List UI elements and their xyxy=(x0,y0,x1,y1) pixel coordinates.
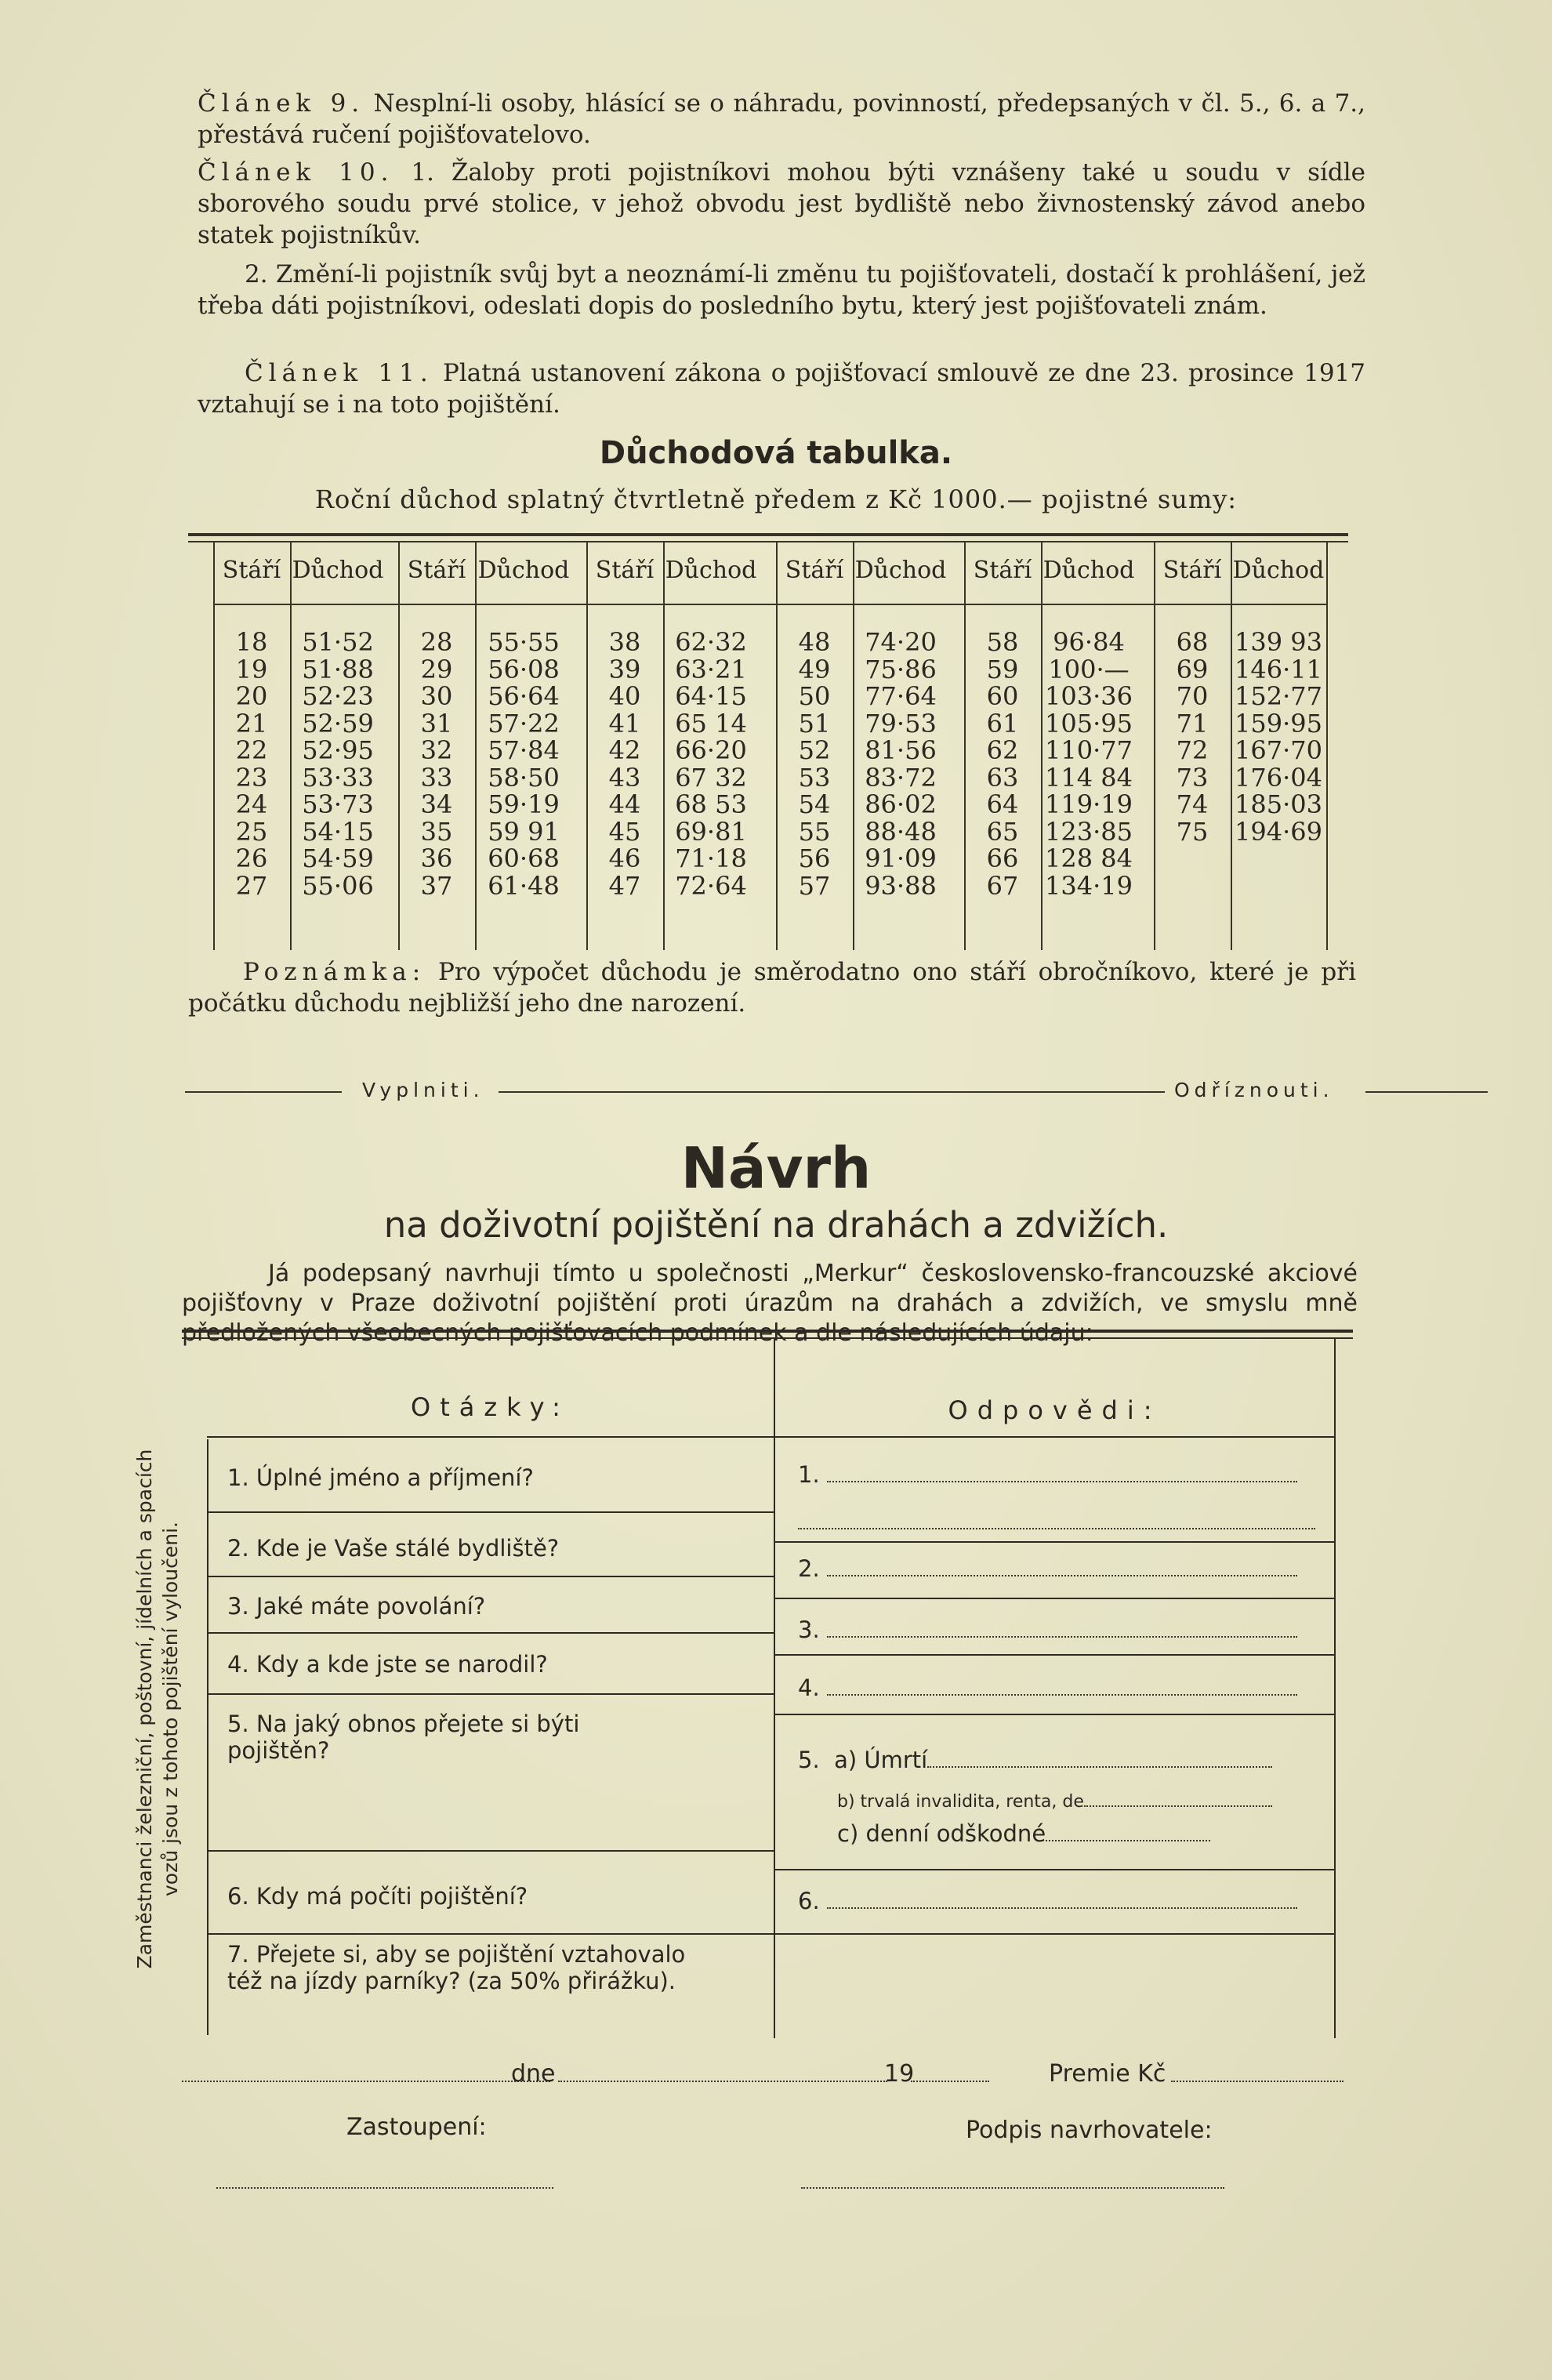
question-2: 2. Kde je Vaše stálé bydliště? xyxy=(227,1535,560,1562)
annuity-cell: 53·33 xyxy=(302,762,374,793)
age-cell: 49 xyxy=(798,654,831,684)
age-cell: 63 xyxy=(986,762,1019,793)
annuity-table xyxy=(188,525,1348,949)
fill-in-label: Vyplniti. xyxy=(362,1079,484,1101)
cut-line xyxy=(185,1076,1356,1107)
age-cell: 57 xyxy=(798,870,831,901)
question-separator xyxy=(207,1511,774,1513)
question-separator xyxy=(207,1576,774,1577)
age-cell: 74 xyxy=(1176,789,1209,819)
annuity-cell: 152·77 xyxy=(1235,681,1322,711)
age-cell: 51 xyxy=(798,708,831,738)
age-cell: 71 xyxy=(1176,708,1209,738)
age-cell: 27 xyxy=(235,870,268,901)
annuity-cell: 77·64 xyxy=(865,681,937,711)
annuity-cell: 119·19 xyxy=(1045,789,1133,819)
application-form-table xyxy=(182,1330,1353,2038)
age-cell: 43 xyxy=(608,762,641,793)
annuity-cell: 81·56 xyxy=(865,735,937,765)
answer-4-field[interactable] xyxy=(798,1674,1315,1701)
age-cell: 34 xyxy=(420,789,453,819)
annuity-column xyxy=(1041,629,1137,899)
annuity-cell: 68 53 xyxy=(675,789,747,819)
age-cell: 66 xyxy=(986,844,1019,873)
form-left-border xyxy=(207,1439,209,2035)
age-cell: 29 xyxy=(420,654,453,684)
question-1: 1. Úplné jméno a příjmení? xyxy=(227,1464,534,1491)
form-title: Návrh xyxy=(680,1135,872,1201)
age-cell: 26 xyxy=(235,844,268,873)
answer-3-label: 3. xyxy=(798,1616,820,1643)
representation-label: Zastoupení: xyxy=(346,2113,487,2141)
signature-dotted-line[interactable] xyxy=(801,2187,1224,2189)
annuity-cell: 57·22 xyxy=(488,708,560,738)
date-dne-label: dne xyxy=(511,2060,556,2088)
annuity-cell: 88·48 xyxy=(865,816,937,847)
age-column xyxy=(1154,629,1231,845)
table-header-age: Stáří xyxy=(407,557,466,584)
age-cell: 38 xyxy=(608,627,641,657)
age-cell: 60 xyxy=(986,681,1019,711)
annuity-cell: 59 91 xyxy=(488,816,560,847)
annuity-cell: 51·52 xyxy=(302,627,374,657)
age-cell: 46 xyxy=(608,844,641,873)
annuity-cell: 55·06 xyxy=(302,870,374,901)
annuity-cell: 96·84 xyxy=(1053,627,1125,657)
age-cell: 72 xyxy=(1176,735,1209,765)
annuity-cell: 66·20 xyxy=(675,735,747,765)
article-11-text: Platná ustanovení zákona o pojišťovací smlouvě ze dne 23. prosince 1917 vztahují se i na toto pojištění. xyxy=(198,359,1365,419)
premium-label: Premie Kč xyxy=(1049,2060,1166,2088)
answer-separator xyxy=(775,1714,1334,1715)
age-column xyxy=(398,629,475,899)
table-top-rule xyxy=(188,533,1348,536)
annuity-column xyxy=(475,629,572,899)
table-header-annuity: Důchod xyxy=(292,557,384,584)
table-header-age: Stáří xyxy=(222,557,281,584)
age-cell: 70 xyxy=(1176,681,1209,711)
cut-off-label: Odříznouti. xyxy=(1174,1079,1334,1101)
age-cell: 35 xyxy=(420,816,453,847)
table-top-rule-thin xyxy=(188,541,1348,542)
annuity-cell: 67 32 xyxy=(675,762,747,793)
annuity-column xyxy=(290,629,386,899)
annuity-cell: 55·55 xyxy=(488,627,560,657)
answer-2-field[interactable] xyxy=(798,1555,1315,1582)
article-10 xyxy=(198,157,1365,251)
age-cell: 44 xyxy=(608,789,641,819)
note-label: Poznámka: xyxy=(243,958,426,986)
age-cell: 23 xyxy=(235,762,268,793)
annuity-cell: 167·70 xyxy=(1235,735,1322,765)
article-9 xyxy=(198,88,1365,151)
annuity-cell: 56·64 xyxy=(488,681,560,711)
age-cell: 24 xyxy=(235,789,268,819)
answer-4-label: 4. xyxy=(798,1674,820,1701)
article-11-label: Článek 11. xyxy=(245,359,433,387)
answer-separator xyxy=(775,1598,1334,1599)
annuity-cell: 100·— xyxy=(1048,654,1130,684)
answer-1-dotted-line xyxy=(827,1464,1297,1482)
annuity-cell: 57·84 xyxy=(488,735,560,765)
signature-label: Podpis navrhovatele: xyxy=(966,2117,1213,2144)
age-column xyxy=(776,629,853,899)
annuity-cell: 110·77 xyxy=(1045,735,1133,765)
age-cell: 47 xyxy=(608,870,641,901)
article-10-label: Článek 10. xyxy=(198,158,394,187)
age-cell: 62 xyxy=(986,735,1019,765)
age-cell: 25 xyxy=(235,816,268,847)
age-cell: 22 xyxy=(235,735,268,765)
annuity-cell: 60·68 xyxy=(488,844,560,873)
age-cell: 56 xyxy=(798,844,831,873)
cut-line-segment xyxy=(1365,1091,1488,1093)
age-cell: 42 xyxy=(608,735,641,765)
annuity-cell: 62·32 xyxy=(675,627,747,657)
annuity-column xyxy=(853,629,948,899)
age-cell: 58 xyxy=(986,627,1019,657)
annuity-cell: 51·88 xyxy=(302,654,374,684)
annuity-cell: 159·95 xyxy=(1235,708,1322,738)
answer-5b-dotted-line xyxy=(1084,1793,1272,1807)
table-header-annuity: Důchod xyxy=(1232,557,1325,584)
age-cell: 21 xyxy=(235,708,268,738)
annuity-cell: 75·86 xyxy=(865,654,937,684)
annuity-cell: 93·88 xyxy=(865,870,937,901)
article-11 xyxy=(198,357,1365,420)
question-7: 7. Přejete si, aby se pojištění vztahovalo též na jízdy parníky? (za 50% přirážku). xyxy=(227,1941,686,1994)
answer-separator xyxy=(775,1541,1334,1543)
table-header-age: Stáří xyxy=(785,557,844,584)
answer-6-label: 6. xyxy=(798,1888,820,1914)
age-cell: 45 xyxy=(608,816,641,847)
age-cell: 32 xyxy=(420,735,453,765)
question-3: 3. Jaké máte povolání? xyxy=(227,1593,486,1620)
article-9-text: Nesplní-li osoby, hlásící se o náhradu, povinností, předepsaných v čl. 5., 6. a 7., přestává ručení pojišťovatelovo. xyxy=(198,89,1365,149)
age-cell: 28 xyxy=(420,627,453,657)
annuity-cell: 83·72 xyxy=(865,762,937,793)
year-dotted-line[interactable] xyxy=(911,2081,989,2082)
annuity-cell: 72·64 xyxy=(675,870,747,901)
annuity-cell: 52·23 xyxy=(302,681,374,711)
annuity-cell: 185·03 xyxy=(1235,789,1322,819)
age-cell: 67 xyxy=(986,870,1019,901)
answer-5a-dotted-line xyxy=(927,1749,1272,1768)
annuity-cell: 128 84 xyxy=(1045,844,1133,873)
answer-5c-label: c) denní odškodné xyxy=(837,1820,1046,1847)
question-separator xyxy=(207,1693,774,1695)
date-dotted-line[interactable] xyxy=(558,2081,887,2082)
age-cell: 39 xyxy=(608,654,641,684)
age-cell: 64 xyxy=(986,789,1019,819)
annuity-cell: 74·20 xyxy=(865,627,937,657)
annuity-cell: 103·36 xyxy=(1045,681,1133,711)
annuity-cell: 54·15 xyxy=(302,816,374,847)
note-text: Pro výpočet důchodu je směrodatno ono stáří obročníkovo, které je při počátku důchodu nejbližší jeho dne narození. xyxy=(188,958,1356,1018)
answer-6-field[interactable] xyxy=(798,1888,1315,1914)
age-cell: 53 xyxy=(798,762,831,793)
age-cell: 59 xyxy=(986,654,1019,684)
form-header-rule xyxy=(207,1436,1336,1438)
age-cell: 61 xyxy=(986,708,1019,738)
answers-header: Odpovědi: xyxy=(948,1395,1162,1425)
annuity-cell: 71·18 xyxy=(675,844,747,873)
article-10-paragraph-2-text: 2. Změní-li pojistník svůj byt a neoznámí-li změnu tu pojišťovateli, dostačí k prohlášení, jež třeba dáti pojistníkovi, odeslati dopis do posledního bytu, který jest pojišťovateli znám. xyxy=(198,260,1365,320)
age-cell: 20 xyxy=(235,681,268,711)
age-cell: 40 xyxy=(608,681,641,711)
question-separator xyxy=(207,1632,774,1634)
question-separator xyxy=(207,1933,774,1935)
answer-4-dotted-line xyxy=(827,1677,1297,1696)
annuity-column xyxy=(663,629,759,899)
question-6: 6. Kdy má počíti pojištění? xyxy=(227,1883,528,1910)
questions-header: Otázky: xyxy=(411,1392,570,1422)
article-10-paragraph-2 xyxy=(198,259,1365,321)
age-cell: 52 xyxy=(798,735,831,765)
age-cell: 50 xyxy=(798,681,831,711)
cut-line-segment xyxy=(185,1091,342,1093)
annuity-cell: 105·95 xyxy=(1045,708,1133,738)
annuity-cell: 69·81 xyxy=(675,816,747,847)
answer-separator xyxy=(775,1869,1334,1870)
age-cell: 30 xyxy=(420,681,453,711)
form-intro-text: Já podepsaný navrhuji tímto u společnosti „Merkur“ československo-francouzské akciové pojišťovny v Praze doživotní pojištění proti úrazům na drahách a zdvižích, ve smyslu mně předložených všeobecných pojišťovacích podmínek a dle následujících údaju: xyxy=(182,1260,1358,1347)
annuity-cell: 139 93 xyxy=(1235,627,1322,657)
age-cell: 69 xyxy=(1176,654,1209,684)
answer-5a-field[interactable] xyxy=(798,1747,1315,1773)
annuity-cell: 52·59 xyxy=(302,708,374,738)
annuity-cell: 123·85 xyxy=(1045,816,1133,847)
answer-1-label: 1. xyxy=(798,1461,820,1488)
table-header-annuity: Důchod xyxy=(665,557,757,584)
age-cell: 54 xyxy=(798,789,831,819)
question-5: 5. Na jaký obnos přejete si býti pojištěn? xyxy=(227,1711,580,1764)
age-column xyxy=(964,629,1041,899)
answer-3-field[interactable] xyxy=(798,1616,1315,1643)
question-separator xyxy=(207,1850,774,1852)
table-header-age: Stáří xyxy=(1162,557,1222,584)
answer-separator xyxy=(775,1654,1334,1656)
annuity-cell: 64·15 xyxy=(675,681,747,711)
cut-line-segment xyxy=(499,1091,1165,1093)
age-cell: 36 xyxy=(420,844,453,873)
age-cell: 68 xyxy=(1176,627,1209,657)
form-subtitle: na doživotní pojištění na drahách a zdvižích. xyxy=(383,1204,1169,1246)
table-column-rule xyxy=(1326,542,1328,950)
form-top-rule xyxy=(182,1330,1353,1333)
annuity-cell: 58·50 xyxy=(488,762,560,793)
answer-6-dotted-line xyxy=(827,1890,1297,1909)
annuity-column xyxy=(1231,629,1326,845)
annuity-cell: 194·69 xyxy=(1235,816,1322,847)
age-cell: 73 xyxy=(1176,762,1209,793)
annuity-cell: 59·19 xyxy=(488,789,560,819)
age-cell: 65 xyxy=(986,816,1019,847)
table-header-rule xyxy=(213,604,1326,605)
age-cell: 19 xyxy=(235,654,268,684)
age-cell: 48 xyxy=(798,627,831,657)
table-note xyxy=(188,956,1356,1019)
article-9-label: Článek 9. xyxy=(198,89,365,118)
annuity-cell: 86·02 xyxy=(865,789,937,819)
annuity-cell: 65 14 xyxy=(675,708,747,738)
table-header-annuity: Důchod xyxy=(477,557,570,584)
form-right-border xyxy=(1334,1339,1336,2038)
table-header-annuity: Důchod xyxy=(1043,557,1135,584)
annuity-cell: 61·48 xyxy=(488,870,560,901)
age-cell: 55 xyxy=(798,816,831,847)
annuity-cell: 79·53 xyxy=(865,708,937,738)
footer-signature-lines xyxy=(182,2179,1358,2195)
premium-dotted-line[interactable] xyxy=(1171,2081,1343,2082)
annuity-cell: 134·19 xyxy=(1045,870,1133,901)
question-4: 4. Kdy a kde jste se narodil? xyxy=(227,1651,548,1678)
annuity-cell: 91·09 xyxy=(865,844,937,873)
annuity-cell: 56·08 xyxy=(488,654,560,684)
answer-3-dotted-line xyxy=(827,1619,1297,1638)
article-10-text: 1. Žaloby proti pojistníkovi mohou býti vznášeny také u soudu v sídle sborového soudu prvé stolice, v jehož obvodu jest bydliště nebo živnostenský závod anebo statek pojistníkův. xyxy=(198,158,1366,249)
year-label: 19 xyxy=(884,2060,915,2088)
table-header-annuity: Důchod xyxy=(854,557,947,584)
answer-2-label: 2. xyxy=(798,1555,820,1582)
table-header-age: Stáří xyxy=(973,557,1032,584)
age-cell: 37 xyxy=(420,870,453,901)
age-column xyxy=(213,629,290,899)
answer-1-field-continuation[interactable] xyxy=(798,1508,1315,1535)
representation-dotted-line[interactable] xyxy=(216,2187,553,2189)
answer-1-dotted-line-2 xyxy=(798,1511,1315,1529)
annuity-cell: 54·59 xyxy=(302,844,374,873)
side-note: Zaměstnanci železniční, poštovní, jídelních a spacích vozů jsou z tohoto pojištění vyloučeni. xyxy=(133,1449,182,1969)
age-column xyxy=(586,629,663,899)
annuity-cell: 176·04 xyxy=(1235,762,1322,793)
form-footer xyxy=(182,2060,1358,2144)
annuity-cell: 114 84 xyxy=(1045,762,1133,793)
age-cell: 31 xyxy=(420,708,453,738)
annuity-cell: 53·73 xyxy=(302,789,374,819)
answer-5c-field[interactable] xyxy=(837,1820,1354,1847)
annuity-cell: 146·11 xyxy=(1235,654,1322,684)
answer-2-dotted-line xyxy=(827,1558,1297,1576)
answer-5a-label: a) Úmrtí xyxy=(834,1747,928,1773)
answer-5b-field[interactable] xyxy=(837,1789,1354,1816)
form-top-rule-thin xyxy=(182,1337,1353,1339)
table-header-age: Stáří xyxy=(595,557,655,584)
answer-5b-label: b) trvalá invalidita, renta, de xyxy=(837,1792,1084,1812)
answer-5-label: 5. xyxy=(798,1747,820,1773)
annuity-cell: 63·21 xyxy=(675,654,747,684)
answer-1-field[interactable] xyxy=(798,1461,1315,1488)
answer-separator xyxy=(775,1933,1334,1935)
age-cell: 41 xyxy=(608,708,641,738)
annuity-table-subtitle: Roční důchod splatný čtvrtletně předem z Kč 1000.— pojistné sumy: xyxy=(314,484,1238,514)
annuity-cell: 52·95 xyxy=(302,735,374,765)
age-cell: 75 xyxy=(1176,816,1209,847)
age-cell: 18 xyxy=(235,627,268,657)
annuity-table-title: Důchodová tabulka. xyxy=(599,435,953,471)
place-dotted-line[interactable] xyxy=(182,2081,550,2082)
age-cell: 33 xyxy=(420,762,453,793)
answer-5c-dotted-line xyxy=(1046,1823,1210,1841)
